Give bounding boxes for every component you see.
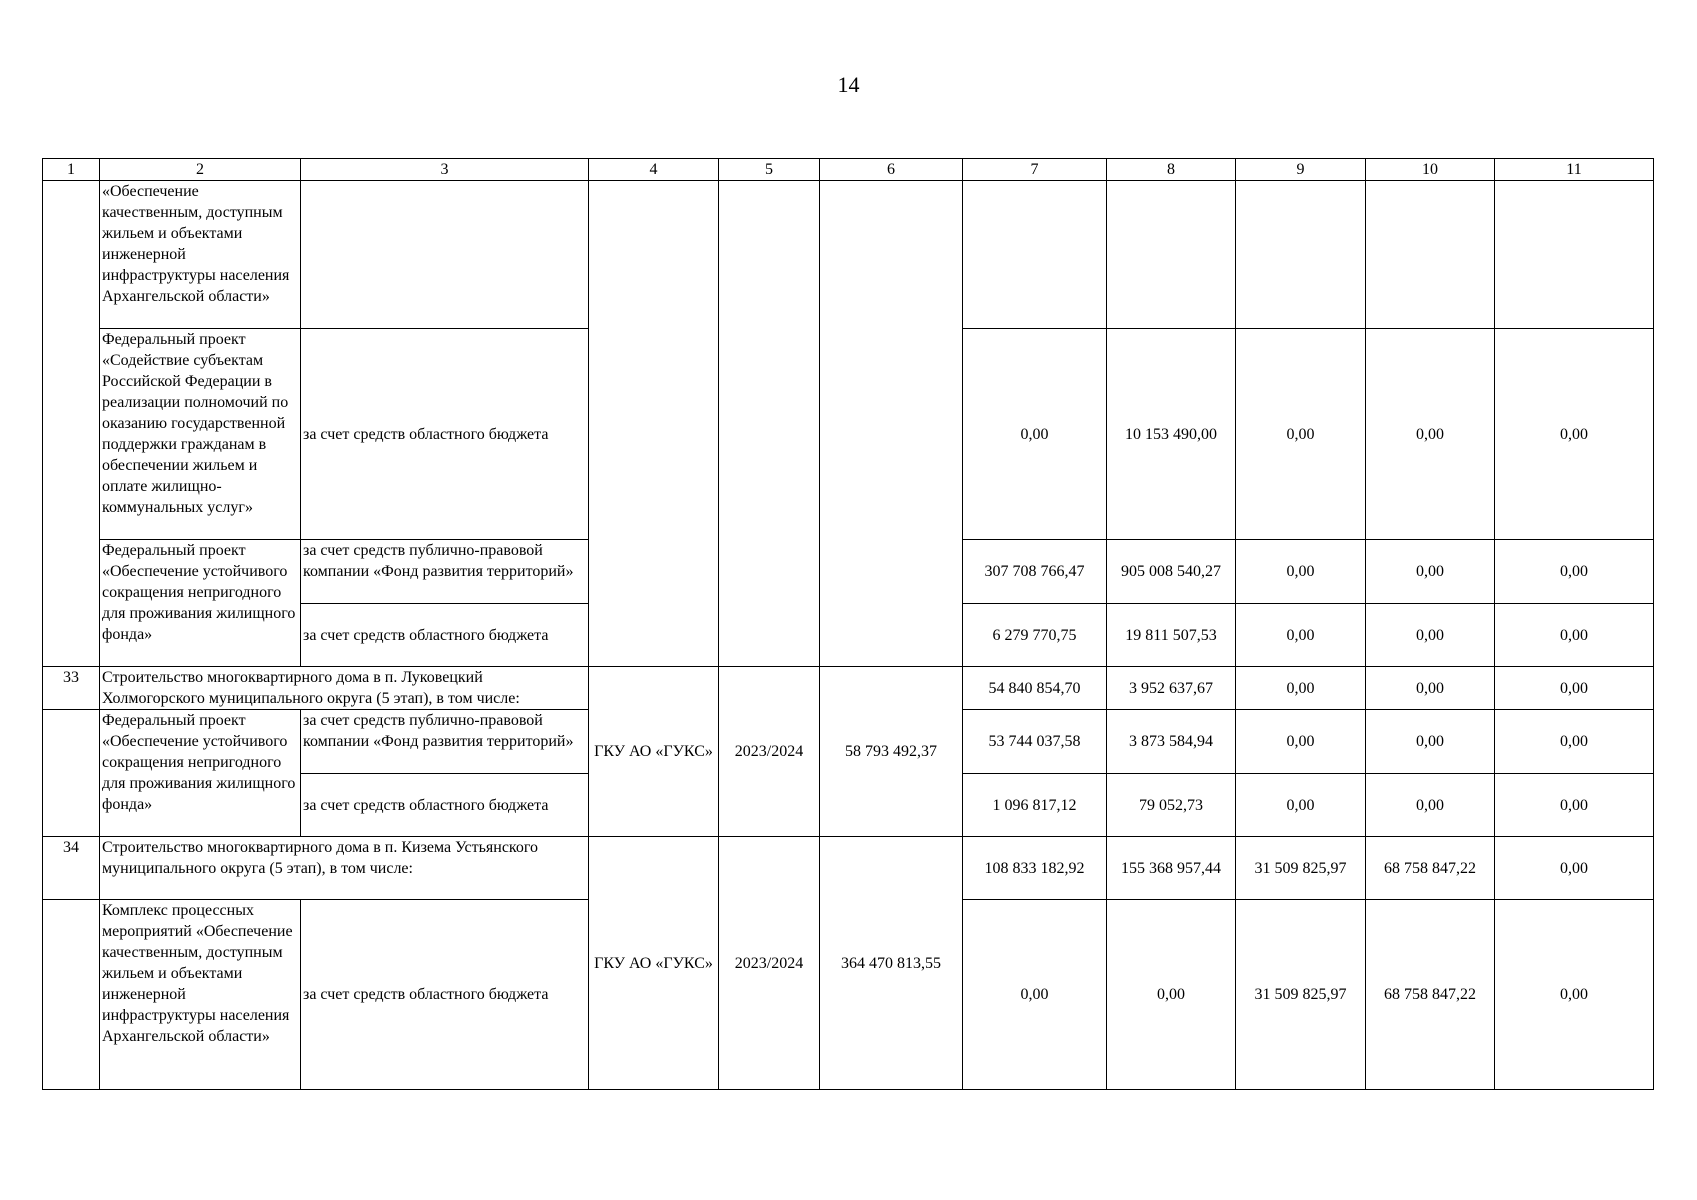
program-name-cell: Комплекс процессных мероприятий «Обеспечение качественным, доступным жильем и объектами инженерной инфраструктуры населения Архангельской области»	[100, 900, 301, 1090]
col-header: 6	[820, 159, 963, 181]
value-cell: 31 509 825,97	[1236, 900, 1366, 1090]
col-header: 8	[1107, 159, 1236, 181]
project-name-cell: Федеральный проект «Обеспечение устойчивого сокращения непригодного для проживания жилищного фонда»	[100, 540, 301, 667]
row-number-cell: 33	[43, 667, 100, 710]
source-cell: за счет средств публично-правовой компании «Фонд развития территорий»	[301, 710, 589, 774]
value-cell: 307 708 766,47	[963, 540, 1107, 604]
row-number-cell	[43, 900, 100, 1090]
value-cell: 31 509 825,97	[1236, 837, 1366, 900]
value-cell: 0,00	[1236, 667, 1366, 710]
value-cell: 0,00	[1495, 540, 1654, 604]
table-row	[43, 181, 1654, 329]
value-cell: 0,00	[1366, 710, 1495, 774]
value-cell: 0,00	[1236, 710, 1366, 774]
value-cell	[963, 181, 1107, 329]
value-cell: 0,00	[1107, 900, 1236, 1090]
value-cell	[1107, 181, 1236, 329]
col-header: 7	[963, 159, 1107, 181]
col-header: 1	[43, 159, 100, 181]
col-header: 2	[100, 159, 301, 181]
value-cell: 108 833 182,92	[963, 837, 1107, 900]
value-cell: 0,00	[1366, 667, 1495, 710]
row-number-cell: 34	[43, 837, 100, 900]
value-cell: 6 279 770,75	[963, 604, 1107, 667]
value-cell: 10 153 490,00	[1107, 329, 1236, 540]
value-cell: 155 368 957,44	[1107, 837, 1236, 900]
source-cell: за счет средств областного бюджета	[301, 329, 589, 540]
period-cell	[719, 181, 820, 667]
value-cell: 0,00	[963, 900, 1107, 1090]
value-cell: 0,00	[1495, 329, 1654, 540]
object-title-cell: Строительство многоквартирного дома в п. Кизема Устьянского муниципального округа (5 этап), в том числе:	[100, 837, 589, 900]
project-name-cell: Федеральный проект «Обеспечение устойчивого сокращения непригодного для проживания жилищного фонда»	[100, 710, 301, 837]
page-number: 14	[837, 72, 860, 97]
col-header: 10	[1366, 159, 1495, 181]
col-header: 3	[301, 159, 589, 181]
value-cell: 0,00	[1495, 667, 1654, 710]
value-cell: 0,00	[1495, 604, 1654, 667]
value-cell: 3 952 637,67	[1107, 667, 1236, 710]
value-cell: 0,00	[1495, 710, 1654, 774]
value-cell: 0,00	[1236, 329, 1366, 540]
value-cell: 0,00	[1236, 540, 1366, 604]
value-cell: 19 811 507,53	[1107, 604, 1236, 667]
column-number-row	[43, 159, 1654, 181]
value-cell: 0,00	[1495, 900, 1654, 1090]
object-title-cell: Строительство многоквартирного дома в п. Луковецкий Холмогорского муниципального округа (5 этап), в том числе:	[100, 667, 589, 710]
value-cell: 0,00	[963, 329, 1107, 540]
value-cell: 0,00	[1495, 837, 1654, 900]
value-cell: 3 873 584,94	[1107, 710, 1236, 774]
value-cell: 0,00	[1366, 540, 1495, 604]
budget-table	[42, 158, 1654, 1090]
executor-cell: ГКУ АО «ГУКС»	[589, 667, 719, 837]
cost-cell	[820, 181, 963, 667]
row-number-cell	[43, 181, 100, 667]
row-number-cell	[43, 710, 100, 837]
col-header: 4	[589, 159, 719, 181]
source-cell	[301, 181, 589, 329]
value-cell: 0,00	[1366, 604, 1495, 667]
value-cell: 0,00	[1495, 774, 1654, 837]
cost-cell: 364 470 813,55	[820, 837, 963, 1090]
value-cell: 54 840 854,70	[963, 667, 1107, 710]
table-row	[43, 667, 1654, 710]
value-cell	[1236, 181, 1366, 329]
value-cell: 68 758 847,22	[1366, 837, 1495, 900]
source-cell: за счет средств областного бюджета	[301, 900, 589, 1090]
value-cell	[1366, 181, 1495, 329]
col-header: 9	[1236, 159, 1366, 181]
value-cell: 53 744 037,58	[963, 710, 1107, 774]
executor-cell	[589, 181, 719, 667]
value-cell	[1495, 181, 1654, 329]
value-cell: 905 008 540,27	[1107, 540, 1236, 604]
value-cell: 79 052,73	[1107, 774, 1236, 837]
col-header: 5	[719, 159, 820, 181]
program-name-cell: «Обеспечение качественным, доступным жильем и объектами инженерной инфраструктуры населения Архангельской области»	[100, 181, 301, 329]
table-row	[43, 837, 1654, 900]
value-cell: 0,00	[1366, 774, 1495, 837]
period-cell: 2023/2024	[719, 837, 820, 1090]
value-cell: 0,00	[1236, 774, 1366, 837]
value-cell: 0,00	[1366, 329, 1495, 540]
project-name-cell: Федеральный проект «Содействие субъектам Российской Федерации в реализации полномочий по оказанию государственной поддержки гражданам в обеспечении жильем и оплате жилищно-коммунальных услуг»	[100, 329, 301, 540]
value-cell: 68 758 847,22	[1366, 900, 1495, 1090]
value-cell: 1 096 817,12	[963, 774, 1107, 837]
source-cell: за счет средств публично-правовой компании «Фонд развития территорий»	[301, 540, 589, 604]
source-cell: за счет средств областного бюджета	[301, 774, 589, 837]
value-cell: 0,00	[1236, 604, 1366, 667]
source-cell: за счет средств областного бюджета	[301, 604, 589, 667]
period-cell: 2023/2024	[719, 667, 820, 837]
executor-cell: ГКУ АО «ГУКС»	[589, 837, 719, 1090]
cost-cell: 58 793 492,37	[820, 667, 963, 837]
col-header: 11	[1495, 159, 1654, 181]
